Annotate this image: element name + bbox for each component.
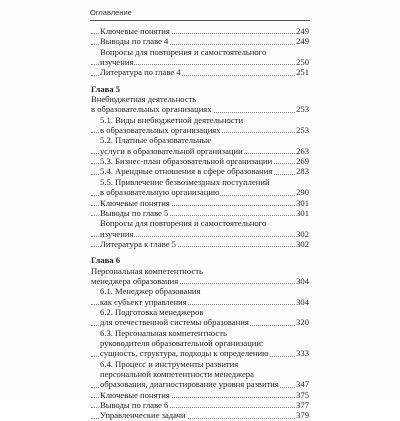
toc-entry-title: Выводы по главе 6: [100, 400, 169, 411]
toc-page-number: 301: [296, 197, 309, 208]
toc-page-number: 250: [296, 57, 309, 68]
toc-entry-title: Глава 6: [91, 255, 120, 266]
toc-entry-title: изучения: [100, 57, 134, 68]
toc-entry-title: 6.1. Менеджер образования: [100, 286, 201, 297]
toc-entry: [91, 410, 309, 420]
toc-entry-title: услуги в образовательной организации: [100, 145, 243, 156]
toc-entry: [91, 307, 309, 317]
toc-entry-title: Литература по главе 4: [100, 67, 181, 78]
toc-page-number: 249: [296, 36, 309, 47]
toc-entry: [91, 47, 309, 57]
toc-entry: [91, 266, 309, 276]
toc-page-number: 375: [296, 389, 309, 400]
toc-entry-title: Литература к главе 5: [100, 238, 176, 249]
toc-page-number: 377: [296, 400, 309, 411]
toc-page-number: 283: [296, 166, 309, 177]
toc-entry-title: как субъект управления: [100, 296, 187, 307]
toc-entry: [91, 338, 309, 348]
toc-entry: [91, 286, 309, 296]
toc-page-number: 249: [296, 26, 309, 36]
toc-page-number: 302: [296, 228, 309, 239]
toc-entry: [91, 317, 309, 327]
toc-entry: [91, 379, 309, 389]
toc-entry-title: Внебюджетная деятельность: [91, 94, 197, 105]
toc-entry-title: Глава 5: [91, 83, 120, 94]
toc-entry-title: менеджера образования: [91, 275, 179, 286]
toc-entry: [91, 125, 309, 135]
toc-entry-title: Ключевые понятия: [100, 197, 170, 208]
toc-entry: [91, 348, 309, 358]
toc-entry-title: сущность, структура, подходы к определению: [100, 348, 269, 359]
toc-entry-title: 5.2. Платные образовательные: [100, 135, 212, 146]
toc-entry: [91, 156, 309, 166]
toc-entry-title: Ключевые понятия: [100, 389, 170, 400]
toc-page-number: 251: [296, 67, 309, 78]
toc-page-number: 253: [296, 125, 309, 136]
toc-entry-title: руководителя образовательной организации:: [100, 337, 264, 348]
toc-entry: [91, 146, 309, 156]
toc-entry-title: 5.4. Арендные отношения в сфере образования: [100, 166, 273, 177]
toc-entry-title: 5.3. Бизнес-план образовательной организации: [100, 156, 273, 167]
toc-entry-title: Ключевые понятия: [100, 26, 170, 36]
toc-entry: [91, 104, 309, 114]
toc-entry-title: в образовательную организацию: [100, 187, 220, 198]
toc-page-number: 263: [296, 145, 309, 156]
toc-page-number: 290: [296, 187, 309, 198]
toc-entry-title: 6.3. Персональная компетентность: [100, 327, 227, 338]
toc-page-number: 253: [296, 104, 309, 115]
toc-entry: [91, 36, 309, 46]
toc-entry: [91, 57, 309, 67]
toc-entry-title: в образовательных организациях: [100, 125, 221, 136]
toc-entry-title: Управленческие задачи: [100, 410, 186, 421]
toc-page-number: 269: [296, 156, 309, 167]
toc-entry: [91, 297, 309, 307]
toc-page-number: 379: [296, 410, 309, 421]
toc-entry: [91, 94, 309, 104]
toc-entry: [91, 239, 309, 249]
toc-entry-title: Вопросы для повторения и самостоятельного: [100, 46, 267, 57]
toc-entry: [91, 369, 309, 379]
toc-entry: [91, 229, 309, 239]
toc-entry: [91, 26, 309, 36]
toc-entry: [91, 187, 309, 197]
toc-entry: [91, 115, 309, 125]
toc-page-number: 302: [296, 238, 309, 249]
toc-entry: [91, 135, 309, 145]
toc-page-number: 304: [296, 275, 309, 286]
toc-entry: [91, 276, 309, 286]
toc-entry-title: персональной компетентности менеджера: [100, 369, 254, 379]
toc-chapter-heading: [91, 84, 309, 94]
toc-page-number: 347: [296, 379, 309, 390]
toc-entry-title: Персональная компетентность: [91, 265, 203, 276]
toc-page-number: 333: [296, 348, 309, 359]
toc-entry-title: 5.5. Привлечение безвозмездных поступлений: [100, 176, 270, 187]
toc-page-number: 320: [296, 317, 309, 328]
toc-entry: [91, 166, 309, 176]
toc-entry: [91, 177, 309, 187]
toc-entry: [91, 400, 309, 410]
toc-entry-title: в образовательных организациях: [91, 104, 212, 115]
toc-entry-title: изучения: [100, 228, 134, 239]
toc-entry-title: образования, диагностирование уровня развития: [100, 379, 279, 390]
toc-entry-title: 5.1. Виды внебюджетной деятельности: [100, 114, 244, 125]
toc-entry: [91, 198, 309, 208]
toc-chapter-heading: [91, 255, 309, 265]
toc-page-number: 301: [296, 207, 309, 218]
toc-entry: [91, 67, 309, 77]
toc-entry: [91, 218, 309, 228]
toc-page-number: 304: [296, 296, 309, 307]
toc-entry: [91, 359, 309, 369]
toc-entry-title: для отечественной системы образования: [100, 317, 249, 328]
toc-entry-title: Вопросы для повторения и самостоятельного: [100, 218, 267, 229]
toc-entry-title: Выводы по главе 5: [100, 207, 169, 218]
toc-entry-title: Выводы по главе 4: [100, 36, 169, 47]
table-of-contents: [91, 26, 309, 421]
toc-entry: [91, 390, 309, 400]
toc-entry-title: 6.4. Процесс и инструменты развития: [100, 358, 239, 369]
running-header: Оглавление: [90, 5, 310, 21]
toc-entry: [91, 328, 309, 338]
toc-entry: [91, 208, 309, 218]
toc-entry-title: 6.2. Подготовка менеджеров: [100, 306, 204, 317]
